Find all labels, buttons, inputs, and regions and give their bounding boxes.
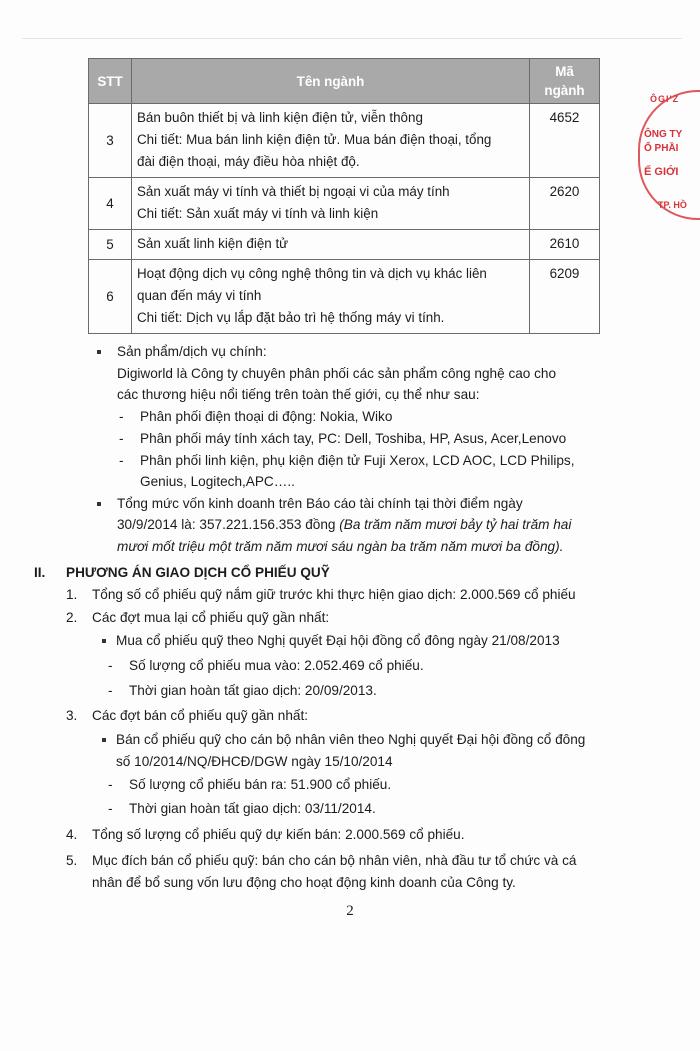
item-text: Mục đích bán cổ phiếu quỹ: bán cho cán bộ nhân viên, nhà đầu tư tổ chức và cá <box>92 853 577 868</box>
table-header-row <box>89 59 600 104</box>
detail-line: Số lượng cổ phiếu bán ra: 51.900 cổ phiếu. <box>129 777 392 792</box>
row-stt: 3 <box>89 104 132 178</box>
row-name-line: Chi tiết: Dịch vụ lắp đặt bảo trì hệ thống máy vi tính. <box>137 310 445 325</box>
item-number: 5. <box>66 853 78 868</box>
header-name: Tên ngành <box>132 59 530 104</box>
stamp-text <box>644 128 682 156</box>
row-stt: 6 <box>89 260 132 334</box>
table-row <box>89 178 600 230</box>
header-code <box>530 59 600 104</box>
row-name <box>132 178 530 230</box>
item-text: Tổng số cổ phiếu quỹ nắm giữ trước khi thực hiện giao dịch: 2.000.569 cổ phiếu <box>92 587 576 602</box>
capital-line <box>117 514 571 536</box>
row-stt: 4 <box>89 178 132 230</box>
item-text: nhân để bổ sung vốn lưu động cho hoạt động kinh doanh của Công ty. <box>92 875 516 890</box>
bullet-icon <box>102 639 106 643</box>
header-code-line1: Mã <box>555 64 574 79</box>
dash-icon: - <box>108 777 113 792</box>
row-name-line: đài điện thoại, máy điều hòa nhiệt độ. <box>137 154 360 169</box>
sale-item: số 10/2014/NQ/ĐHCĐ/DGW ngày 15/10/2014 <box>116 754 393 769</box>
table-row <box>89 260 600 334</box>
row-name-line: Hoạt động dịch vụ công nghệ thông tin và dịch vụ khác liên <box>137 266 487 281</box>
dash-icon: - <box>108 658 113 673</box>
item-number: 2. <box>66 610 78 625</box>
stamp-text-line: Ổ PHẦI <box>644 143 679 154</box>
table-row <box>89 104 600 178</box>
top-rule <box>22 38 682 39</box>
item-number: 4. <box>66 827 78 842</box>
bullet-icon <box>97 502 101 506</box>
capital-line: Tổng mức vốn kinh doanh trên Báo cáo tài chính tại thời điểm ngày <box>117 496 523 511</box>
row-name-line: Sản xuất máy vi tính và thiết bị ngoại vi của máy tính <box>137 184 450 199</box>
item-number: 1. <box>66 587 78 602</box>
dash-icon: - <box>119 453 124 468</box>
row-stt: 5 <box>89 230 132 260</box>
row-code: 2620 <box>530 178 600 230</box>
row-name <box>132 230 530 260</box>
item-text: Các đợt mua lại cổ phiếu quỹ gần nhất: <box>92 610 330 625</box>
row-name-line: Chi tiết: Mua bán linh kiện điện tử. Mua bán điện thoại, tổng <box>137 132 492 147</box>
row-name-line: quan đến máy vi tính <box>137 288 262 303</box>
table-row <box>89 230 600 260</box>
dash-icon: - <box>108 683 113 698</box>
stamp-text: Ế GIỚI <box>644 166 679 178</box>
products-intro-line: Digiworld là Công ty chuyên phân phối các sản phẩm công nghệ cao cho <box>117 366 557 381</box>
item-text: Các đợt bán cổ phiếu quỹ gần nhất: <box>92 708 308 723</box>
item-number: 3. <box>66 708 78 723</box>
section-title: PHƯƠNG ÁN GIAO DỊCH CỔ PHIẾU QUỸ <box>66 565 330 580</box>
row-name-line: Bán buôn thiết bị và linh kiện điện tử, viễn thông <box>137 110 423 125</box>
bullet-icon <box>102 738 106 742</box>
business-lines-table <box>88 58 600 334</box>
row-code: 6209 <box>530 260 600 334</box>
row-code: 2610 <box>530 230 600 260</box>
dash-icon: - <box>119 431 124 446</box>
dash-icon: - <box>119 409 124 424</box>
dash-icon: - <box>108 801 113 816</box>
row-name <box>132 260 530 334</box>
bullet-icon <box>97 350 101 354</box>
row-name-line: Chi tiết: Sản xuất máy vi tính và linh kiện <box>137 206 379 221</box>
product-item: Genius, Logitech,APC….. <box>140 474 295 489</box>
capital-amount: 30/9/2014 là: 357.221.156.353 đồng <box>117 517 340 532</box>
sale-item: Bán cổ phiếu quỹ cho cán bộ nhân viên theo Nghị quyết Đại hội đồng cổ đông <box>116 732 586 747</box>
row-name <box>132 104 530 178</box>
page-number: 2 <box>346 903 354 919</box>
company-stamp <box>640 88 700 238</box>
capital-words-line: mươi mốt triệu một trăm năm mươi sáu ngàn ba trăm năm mươi ba đồng). <box>117 539 564 554</box>
stamp-text: ÔGI'Z <box>650 94 680 104</box>
product-item: Phân phối điện thoại di động: Nokia, Wiko <box>140 409 393 424</box>
product-item: Phân phối linh kiện, phụ kiện điện tử Fuji Xerox, LCD AOC, LCD Philips, <box>140 453 575 468</box>
stamp-text-line: ÔNG TY <box>644 129 683 140</box>
header-stt: STT <box>89 59 132 104</box>
row-name-line: Sản xuất linh kiện điện tử <box>137 236 289 251</box>
detail-line: Số lượng cổ phiếu mua vào: 2.052.469 cổ phiếu. <box>129 658 424 673</box>
stamp-text: TP. HỒ <box>658 200 687 210</box>
row-code: 4652 <box>530 104 600 178</box>
detail-line: Thời gian hoàn tất giao dịch: 20/09/2013. <box>129 683 377 698</box>
product-item: Phân phối máy tính xách tay, PC: Dell, Toshiba, HP, Asus, Acer,Lenovo <box>140 431 567 446</box>
products-label: Sản phẩm/dịch vụ chính: <box>117 344 267 359</box>
item-text: Tổng số lượng cổ phiếu quỹ dự kiến bán: 2.000.569 cổ phiếu. <box>92 827 465 842</box>
section-roman: II. <box>34 565 46 580</box>
products-intro-line: các thương hiệu nổi tiếng trên toàn thế giới, cụ thể như sau: <box>117 387 480 402</box>
detail-line: Thời gian hoàn tất giao dịch: 03/11/2014. <box>129 801 376 816</box>
header-code-line2: ngành <box>544 83 585 98</box>
purchase-item: Mua cổ phiếu quỹ theo Nghị quyết Đại hội đồng cổ đông ngày 21/08/2013 <box>116 633 560 648</box>
capital-words: (Ba trăm năm mươi bảy tỷ hai trăm hai <box>339 517 572 532</box>
